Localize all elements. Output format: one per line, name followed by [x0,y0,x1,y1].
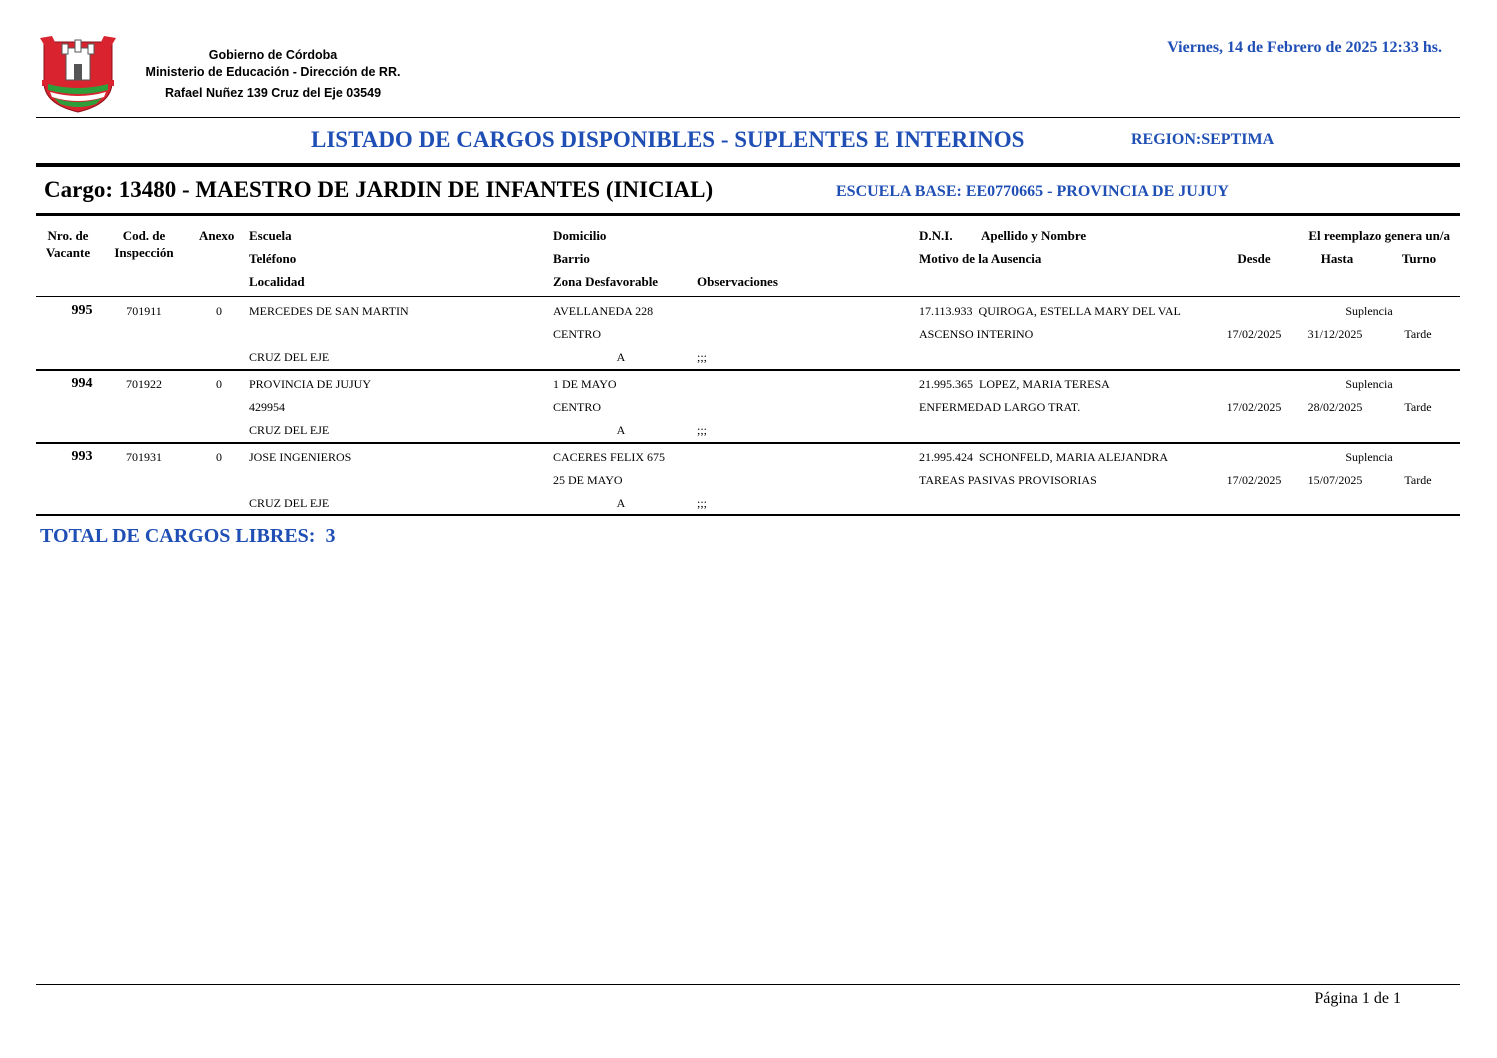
row-dni-nombre: 17.113.933 QUIROGA, ESTELLA MARY DEL VAL [919,304,1181,318]
report-title: LISTADO DE CARGOS DISPONIBLES - SUPLENTES E INTERINOS [311,127,1025,152]
row-desde: 17/02/2025 [1226,400,1282,414]
report-datetime: Viernes, 14 de Febrero de 2025 12:33 hs. [1167,39,1442,56]
row-hasta: 31/12/2025 [1307,327,1363,341]
row-nro: 993 [71,449,93,464]
row-genera: Suplencia [1345,304,1393,318]
row-genera: Suplencia [1345,377,1393,391]
row-escuela: JOSE INGENIEROS [249,450,352,464]
region-label: REGION:SEPTIMA [1131,131,1275,148]
row-localidad: CRUZ DEL EJE [249,496,330,510]
col-domicilio: Domicilio [553,228,607,243]
col-turno: Turno [1401,251,1437,266]
row-localidad: CRUZ DEL EJE [249,423,330,437]
row-barrio: CENTRO [553,327,601,341]
row-cod: 701911 [126,304,162,318]
col-motivo: Motivo de la Ausencia [919,251,1042,266]
footer-divider [36,984,1460,985]
col-escuela: Escuela [249,228,292,243]
row-turno: Tarde [1404,327,1432,341]
col-observaciones: Observaciones [697,274,778,289]
row-observaciones: ;;; [697,350,708,364]
row-genera: Suplencia [1345,450,1393,464]
row-nro: 995 [71,303,93,318]
row-cod: 701922 [126,377,162,391]
col-barrio: Barrio [553,251,590,266]
col-hasta: Hasta [1320,251,1354,266]
title-divider [36,163,1460,167]
row-motivo: ENFERMEDAD LARGO TRAT. [919,400,1081,414]
row-divider [36,442,1460,444]
col-nro-l1: Nro. de [47,228,89,243]
row-domicilio: CACERES FELIX 675 [553,450,666,464]
col-localidad: Localidad [249,274,305,289]
org-ministry: Ministerio de Educación - Dirección de RR. [145,65,401,79]
cargo-divider [36,213,1460,216]
row-escuela: PROVINCIA DE JUJUY [249,377,372,391]
col-cod-l1: Cod. de [122,228,166,243]
row-desde: 17/02/2025 [1226,473,1282,487]
row-zona: A [616,423,626,437]
row-domicilio: 1 DE MAYO [553,377,617,391]
row-observaciones: ;;; [697,423,708,437]
row-anexo: 0 [216,304,222,318]
col-desde: Desde [1237,251,1271,266]
col-zona: Zona Desfavorable [553,274,659,289]
row-observaciones: ;;; [697,496,708,510]
row-turno: Tarde [1404,400,1432,414]
row-desde: 17/02/2025 [1226,327,1282,341]
row-barrio: CENTRO [553,400,601,414]
col-anexo: Anexo [199,228,235,243]
header-row-divider [36,296,1460,297]
row-hasta: 15/07/2025 [1307,473,1363,487]
col-telefono: Teléfono [249,251,297,266]
col-cod-l2: Inspección [114,245,174,260]
col-reemplazo: El reemplazo genera un/a [1308,228,1450,243]
row-anexo: 0 [216,450,222,464]
col-dni: D.N.I. [919,228,953,243]
row-anexo: 0 [216,377,222,391]
row-zona: A [616,350,626,364]
header-divider [36,117,1460,118]
row-zona: A [616,496,626,510]
row-motivo: ASCENSO INTERINO [919,327,1034,341]
row-divider [36,369,1460,371]
total-cargos: TOTAL DE CARGOS LIBRES: 3 [40,525,336,547]
row-dni-nombre: 21.995.365 LOPEZ, MARIA TERESA [919,377,1110,391]
col-apellido: Apellido y Nombre [981,228,1087,243]
row-hasta: 28/02/2025 [1307,400,1363,414]
cordoba-coat-of-arms-logo [38,34,118,114]
row-localidad: CRUZ DEL EJE [249,350,330,364]
row-motivo: TAREAS PASIVAS PROVISORIAS [919,473,1097,487]
row-cod: 701931 [126,450,162,464]
table-bottom-divider [36,514,1460,516]
escuela-base: ESCUELA BASE: EE0770665 - PROVINCIA DE JUJUY [836,183,1229,200]
cargo-title: Cargo: 13480 - MAESTRO DE JARDIN DE INFANTES (INICIAL) [44,177,714,202]
row-turno: Tarde [1404,473,1432,487]
org-address: Rafael Nuñez 139 Cruz del Eje 03549 [164,86,382,100]
row-domicilio: AVELLANEDA 228 [553,304,654,318]
org-name: Gobierno de Córdoba [208,48,338,62]
row-barrio: 25 DE MAYO [553,473,623,487]
page-number: Página 1 de 1 [1314,990,1401,1007]
row-nro: 994 [71,376,93,391]
row-telefono: 429954 [249,400,285,414]
row-escuela: MERCEDES DE SAN MARTIN [249,304,409,318]
col-nro-l2: Vacante [45,245,91,260]
row-dni-nombre: 21.995.424 SCHONFELD, MARIA ALEJANDRA [919,450,1169,464]
